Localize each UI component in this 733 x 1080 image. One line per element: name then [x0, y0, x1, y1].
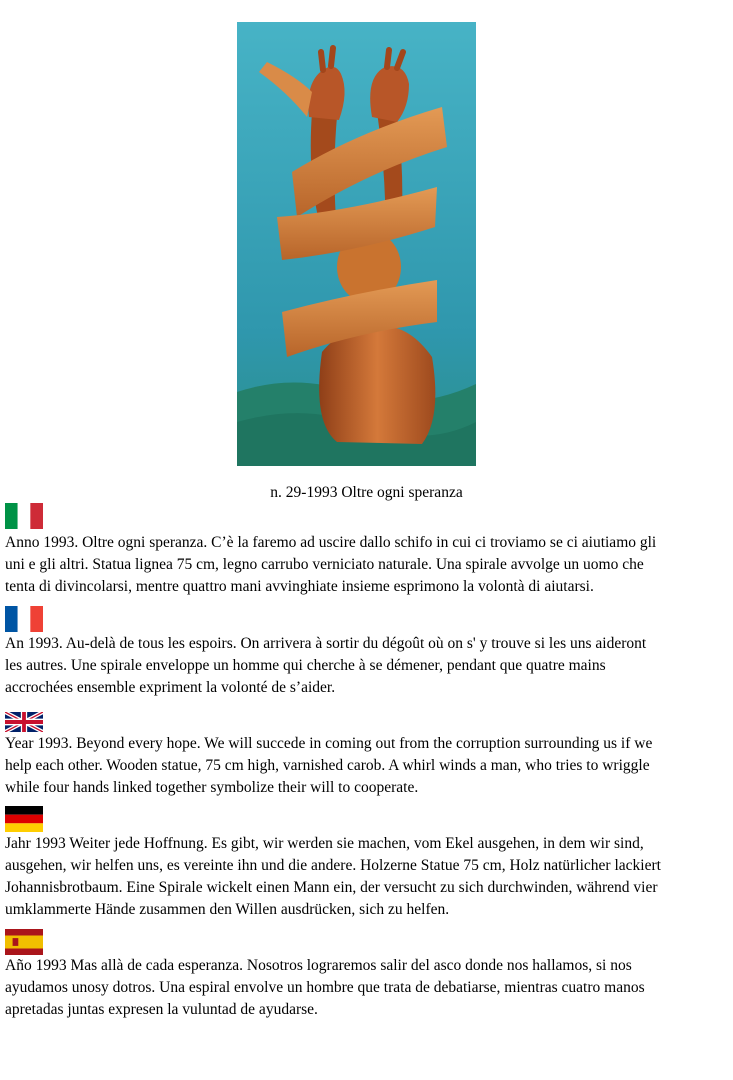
text-line: An 1993. Au-delà de tous les espoirs. On arrivera à sortir du dégoût où on s' y trouve si les uns aideront: [5, 635, 647, 652]
description-german: [5, 833, 715, 921]
description-english: [5, 733, 715, 799]
text-line: Jahr 1993 Weiter jede Hoffnung. Es gibt, wir werden sie machen, vom Ekel ausgehen, in dem wir sind,: [5, 835, 644, 852]
text-line: les autres. Une spirale enveloppe un homme qui cherche à se démener, pendant que quatre mains: [5, 657, 606, 674]
text-line: accrochées ensemble expriment la volonté de s’aider.: [5, 679, 336, 696]
text-line: help each other. Wooden statue, 75 cm high, varnished carob. A whirl winds a man, who tries to wriggle: [5, 757, 650, 774]
description-spanish: [5, 955, 715, 1021]
text-line: Año 1993 Mas allà de cada esperanza. Nosotros lograremos salir del asco donde nos hallamos, si nos: [5, 957, 632, 974]
sculpture-photo: [237, 22, 476, 466]
uk-flag-icon: [5, 712, 43, 732]
text-line: uni e gli altri. Statua lignea 75 cm, legno carrubo verniciato naturale. Una spirale avvolge un uomo che: [5, 556, 644, 573]
description-italian: [5, 532, 715, 598]
text-line: Anno 1993. Oltre ogni speranza. C’è la faremo ad uscire dallo schifo in cui ci troviamo se ci aiutiamo gli: [5, 534, 657, 551]
spain-flag-icon: [5, 929, 43, 955]
france-flag-icon: [5, 606, 43, 632]
text-line: Johannisbrotbaum. Eine Spirale wickelt einen Mann ein, der versucht zu sich durchwinden, während vier: [5, 879, 658, 896]
text-line: ausgehen, wir helfen uns, es vereinte ihn und die andere. Holzerne Statue 75 cm, Holz natürlicher lackiert: [5, 857, 661, 874]
text-line: Year 1993. Beyond every hope. We will succede in coming out from the corruption surrounding us if we: [5, 735, 653, 752]
text-line: tenta di divincolarsi, mentre quattro mani avvinghiate insieme esprimono la volontà di aiutarsi.: [5, 578, 594, 595]
text-line: apretadas juntas expresen la vuluntad de ayudarse.: [5, 1001, 318, 1018]
text-line: umklammerte Hände zusammen den Willen ausdrücken, sich zu helfen.: [5, 901, 450, 918]
description-french: [5, 633, 715, 699]
germany-flag-icon: [5, 806, 43, 832]
text-line: while four hands linked together symbolize their will to cooperate.: [5, 779, 419, 796]
italy-flag-icon: [5, 503, 43, 529]
photo-caption: n. 29-1993 Oltre ogni speranza: [270, 484, 463, 501]
text-line: ayudamos unosy dotros. Una espiral envolve un hombre que trata de debatiarse, mientras cuatro manos: [5, 979, 645, 996]
